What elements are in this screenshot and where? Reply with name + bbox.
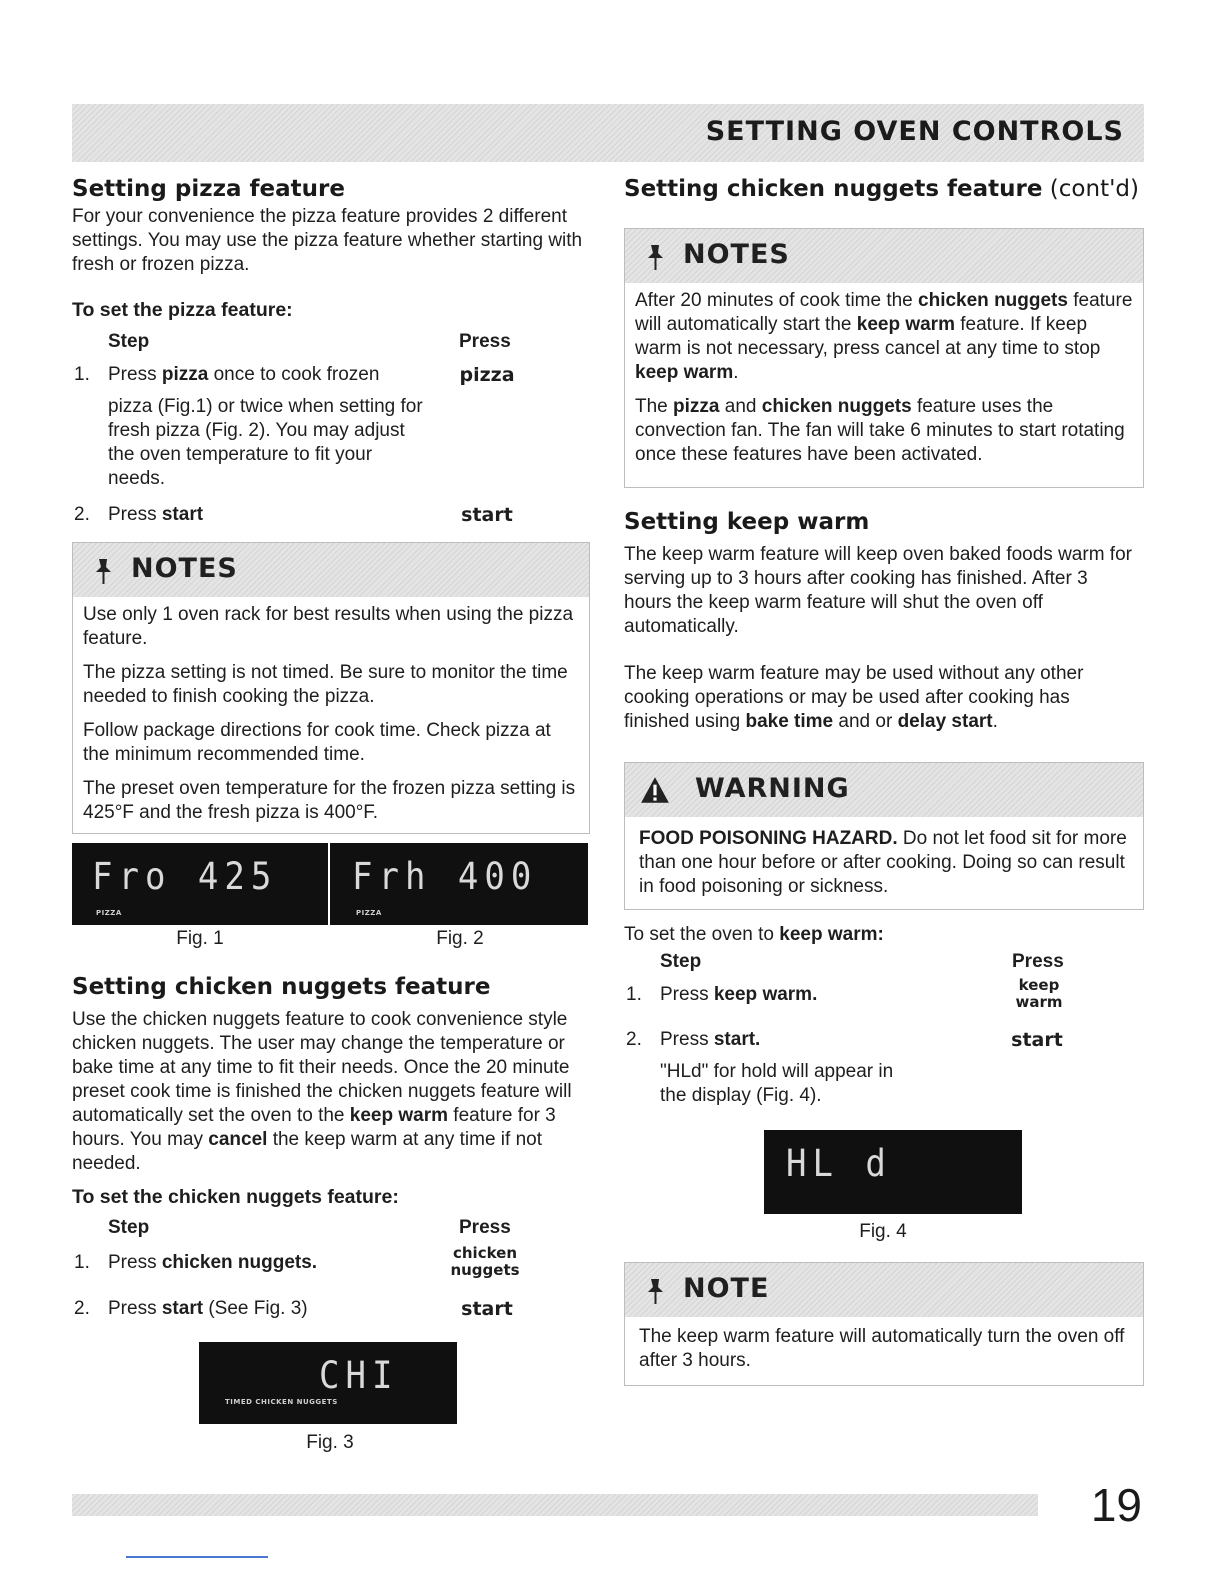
nuggets-step2-number: 2. (74, 1298, 90, 1319)
pizza-key-label: pizza (459, 364, 515, 386)
fig2-caption: Fig. 2 (436, 928, 484, 949)
chicken-nuggets-key-label: chicken nuggets (450, 1244, 520, 1279)
pizza-step1-continued: pizza (Fig.1) or twice when setting for fresh pizza (Fig. 2). You may adjust the oven temperature to fit your needs. (108, 396, 423, 489)
keepwarm-step1-number: 1. (626, 984, 642, 1005)
keepwarm-paragraph-2: The keep warm feature may be used without any other cooking operations or may be used after cooking has finished using bake time and or delay start. (624, 663, 1084, 732)
pizza-step-col-header: Step (108, 331, 150, 352)
section-header-band (72, 104, 1144, 162)
keepwarm-press-col-header: Press (1012, 951, 1064, 972)
keep-warm-key-label: keep warm (1015, 976, 1063, 1011)
pushpin-icon (645, 1277, 669, 1305)
nuggets-notes-title: NOTES (683, 239, 790, 270)
keepwarm-heading: Setting keep warm (624, 509, 870, 535)
pizza-step1-text: Press pizza once to cook frozen (108, 364, 380, 385)
nuggets-note-1: After 20 minutes of cook time the chicken nuggets feature will automatically start the keep warm feature. If keep warm is not necessary, press cancel at any time to stop keep warm. (635, 290, 1133, 383)
fig4-display-text: HL d (786, 1142, 892, 1186)
pizza-intro: For your convenience the pizza feature provides 2 different settings. You may use the pizza feature whether starting with fresh or frozen pizza. (72, 206, 583, 275)
nuggets-step-col-header: Step (108, 1217, 150, 1238)
fig1-display-label: PIZZA (96, 909, 122, 917)
keepwarm-step2-text: Press start. (660, 1029, 761, 1050)
fig1-display-text: Fro 425 (92, 855, 278, 899)
pizza-step2-number: 2. (74, 504, 90, 525)
nuggets-step1-text: Press chicken nuggets. (108, 1252, 318, 1273)
fig1-oven-display (72, 843, 328, 925)
nuggets-contd-heading: Setting chicken nuggets feature (cont'd) (624, 176, 1139, 202)
keepwarm-step-col-header: Step (660, 951, 702, 972)
nuggets-step1-number: 1. (74, 1252, 90, 1273)
pizza-heading: Setting pizza feature (72, 176, 345, 202)
nuggets-notes-box (624, 228, 1144, 488)
blue-rule (126, 1556, 268, 1558)
fig2-display-text: Frh 400 (352, 855, 538, 899)
keepwarm-paragraph-1: The keep warm feature will keep oven baked foods warm for serving up to 3 hours after cooking has finished. After 3 hours the keep warm feature will shut the oven off automatically. (624, 544, 1132, 637)
fig2-display-label: PIZZA (356, 909, 382, 917)
fig3-display-text: CHI (319, 1354, 399, 1398)
keepwarm-step2-number: 2. (626, 1029, 642, 1050)
pizza-notes-title: NOTES (131, 553, 238, 584)
keepwarm-note-title: NOTE (683, 1273, 770, 1304)
nuggets-subheading: To set the chicken nuggets feature: (72, 1186, 399, 1208)
fig4-caption: Fig. 4 (859, 1221, 907, 1242)
pizza-step2-text: Press start (108, 504, 204, 525)
nuggets-note-2: The pizza and chicken nuggets feature uses the convection fan. The fan will take 6 minutes to start rotating once these features have been activated. (635, 396, 1125, 465)
warning-text: FOOD POISONING HAZARD. Do not let food sit for more than one hour before or after cooking. Doing so can result in food poisoning or sickness. (639, 828, 1127, 897)
nuggets-notes-header (625, 229, 1143, 283)
pizza-note-2: The pizza setting is not timed. Be sure to monitor the time needed to finish cooking the pizza. (83, 662, 568, 707)
pizza-step1-number: 1. (74, 364, 90, 385)
keepwarm-note-box (624, 1262, 1144, 1386)
pushpin-icon (645, 243, 669, 271)
pizza-notes-box (72, 542, 590, 834)
footer-band (72, 1494, 1038, 1516)
keepwarm-step1-text: Press keep warm. (660, 984, 818, 1005)
pizza-note-4: The preset oven temperature for the frozen pizza setting is 425°F and the fresh pizza is 400°F. (83, 778, 576, 823)
warning-box (624, 762, 1144, 910)
fig3-oven-display (199, 1342, 457, 1424)
keepwarm-note-body (625, 1317, 1143, 1381)
keepwarm-step2-continued: "HLd" for hold will appear in the display (Fig. 4). (660, 1061, 894, 1106)
fig3-display-label: TIMED CHICKEN NUGGETS (225, 1398, 338, 1406)
keepwarm-start-key-label: start (1011, 1029, 1063, 1051)
warning-header (625, 763, 1143, 817)
fig3-caption: Fig. 3 (306, 1432, 354, 1453)
warning-title: WARNING (695, 773, 850, 804)
section-title: SETTING OVEN CONTROLS (705, 116, 1124, 147)
keepwarm-note-header (625, 1263, 1143, 1317)
nuggets-intro: Use the chicken nuggets feature to cook convenience style chicken nuggets. The user may change the temperature or bake time at any time to fit their needs. Once the 20 minute preset cook time is finished the chicken nuggets feature will automatically set the oven to the keep warm feature for 3 hours. You may cancel the keep warm at any time if not needed. (72, 1009, 572, 1174)
fig4-oven-display (764, 1130, 1022, 1214)
nuggets-start-key-label: start (461, 1298, 513, 1320)
pizza-note-1: Use only 1 oven rack for best results when using the pizza feature. (83, 604, 574, 649)
pizza-notes-header (73, 543, 589, 597)
pushpin-icon (93, 557, 117, 585)
start-key-label: start (461, 504, 513, 526)
nuggets-notes-body (625, 283, 1143, 475)
keepwarm-note-text: The keep warm feature will automatically turn the oven off after 3 hours. (639, 1326, 1125, 1371)
nuggets-step2-text: Press start (See Fig. 3) (108, 1298, 308, 1319)
page-number: 19 (1090, 1479, 1142, 1531)
warning-body (625, 817, 1143, 907)
keepwarm-set-intro: To set the oven to keep warm: (624, 924, 884, 945)
warning-triangle-icon (639, 775, 671, 805)
pizza-subheading: To set the pizza feature: (72, 299, 293, 321)
pizza-note-3: Follow package directions for cook time. Check pizza at the minimum recommended time. (83, 720, 551, 765)
fig2-oven-display (330, 843, 588, 925)
nuggets-press-col-header: Press (459, 1217, 511, 1238)
pizza-press-col-header: Press (459, 331, 511, 352)
nuggets-heading: Setting chicken nuggets feature (72, 974, 491, 1000)
fig1-caption: Fig. 1 (176, 928, 224, 949)
pizza-notes-body (73, 597, 589, 833)
